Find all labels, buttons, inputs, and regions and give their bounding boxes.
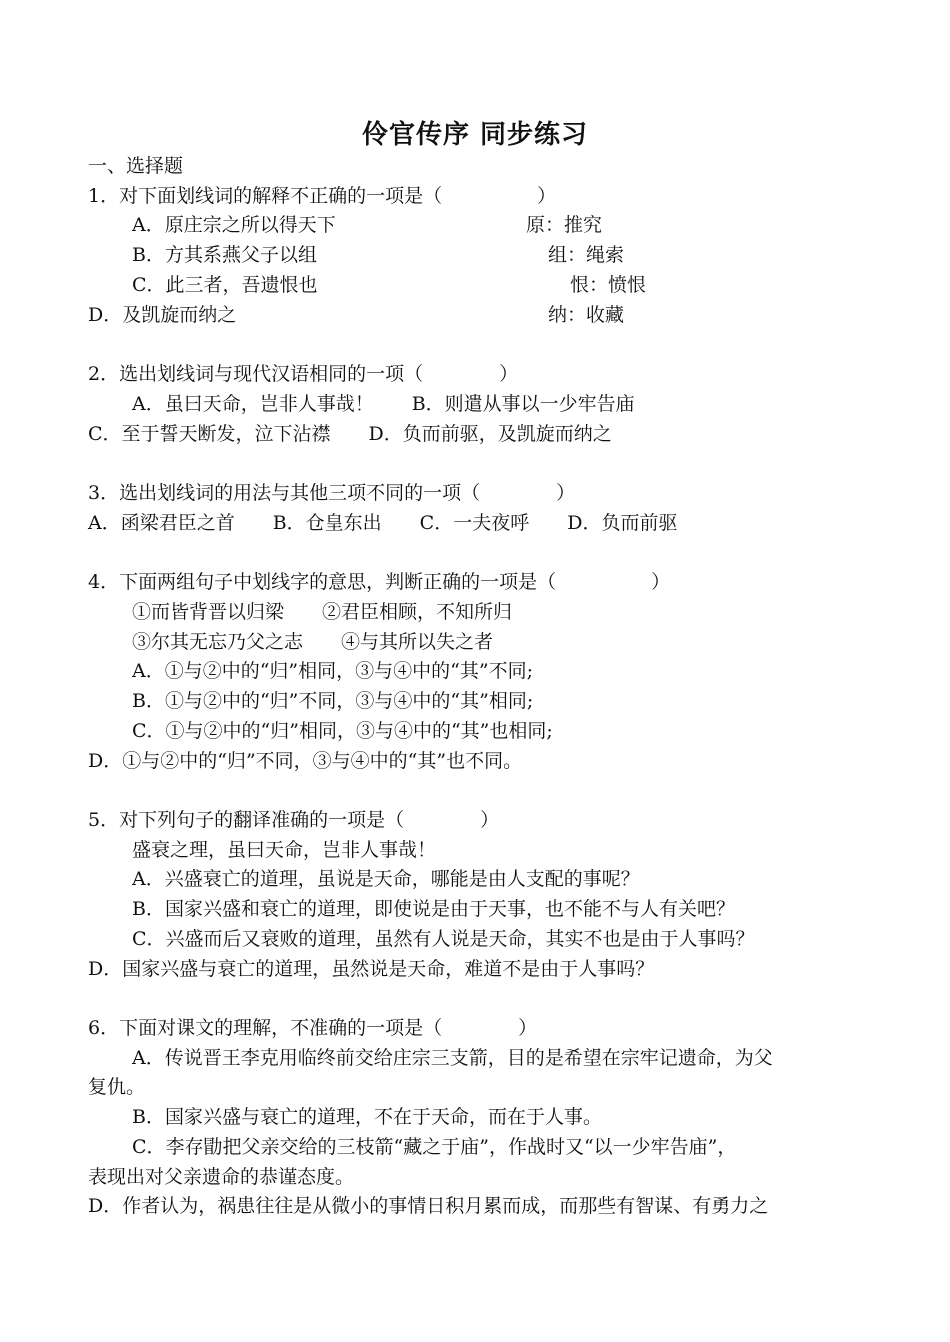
question-5-option-a: A．兴盛衰亡的道理，虽说是天命，哪能是由人支配的事呢？ xyxy=(132,868,640,890)
question-4-sentences-3-4: ③尔其无忘乃父之志 ④与其所以失之者 xyxy=(132,631,494,653)
section-heading: 一、选择题 xyxy=(88,155,184,177)
question-4-option-c: C．①与②中的“归”相同，③与④中的“其”也相同; xyxy=(132,720,553,742)
question-5-option-c: C．兴盛而后又衰败的道理，虽然有人说是天命，其实不也是由于人事吗？ xyxy=(132,928,755,950)
question-4-option-a: A．①与②中的“归”相同，③与④中的“其”不同; xyxy=(132,660,533,682)
question-4-sentences-1-2: ①而皆背晋以归梁 ②君臣相顾，不知所归 xyxy=(132,601,513,623)
question-6-option-c-continued: 表现出对父亲遗命的恭谨态度。 xyxy=(88,1166,355,1188)
question-6-stem: 6．下面对课文的理解，不准确的一项是（ ） xyxy=(88,1017,538,1039)
question-2-stem: 2．选出划线词与现代汉语相同的一项（ ） xyxy=(88,363,519,385)
question-1-option-a-note: 原：推究 xyxy=(526,214,603,236)
question-3-options: A．函梁君臣之首 B．仓皇东出 C．一夫夜呼 D．负而前驱 xyxy=(88,512,678,534)
question-6-option-a: A．传说晋王李克用临终前交给庄宗三支箭，目的是希望在宗牢记遗命，为父 xyxy=(132,1047,773,1069)
question-1-option-c-note: 恨：愤恨 xyxy=(570,274,647,296)
question-1-option-a: A．原庄宗之所以得天下 xyxy=(132,214,336,236)
page-title: 伶官传序 同步练习 xyxy=(361,120,589,150)
question-1-option-d: D．及凯旋而纳之 xyxy=(88,304,237,326)
question-1-option-d-note: 纳：收藏 xyxy=(548,304,625,326)
question-5-option-d: D．国家兴盛与衰亡的道理，虽然说是天命，难道不是由于人事吗？ xyxy=(88,958,655,980)
question-5-option-b: B．国家兴盛和衰亡的道理，即使说是由于天事，也不能不与人有关吧？ xyxy=(132,898,735,920)
question-6-option-b: B．国家兴盛与衰亡的道理，不在于天命，而在于人事。 xyxy=(132,1106,602,1128)
question-3-stem: 3．选出划线词的用法与其他三项不同的一项（ ） xyxy=(88,482,576,504)
question-5-sentence: 盛衰之理，虽曰天命，岂非人事哉！ xyxy=(132,839,437,861)
question-4-option-d: D．①与②中的“归”不同，③与④中的“其”也不同。 xyxy=(88,750,523,772)
question-1-option-b-note: 组：绳索 xyxy=(548,244,625,266)
question-1-option-b: B．方其系燕父子以组 xyxy=(132,244,317,266)
question-1-option-c: C．此三者，吾遗恨也 xyxy=(132,274,318,296)
question-4-option-b: B．①与②中的“归”不同，③与④中的“其”相同; xyxy=(132,690,534,712)
question-2-options-ab: A．虽曰天命，岂非人事哉！ B．则遣从事以一少牢告庙 xyxy=(132,393,635,415)
question-1-stem: 1．对下面划线词的解释不正确的一项是（ ） xyxy=(88,185,557,207)
question-6-option-d: D．作者认为，祸患往往是从微小的事情日积月累而成，而那些有智谋、有勇力之 xyxy=(88,1195,769,1217)
question-2-options-cd: C．至于誓天断发，泣下沾襟 D．负而前驱，及凯旋而纳之 xyxy=(88,423,612,445)
question-4-stem: 4．下面两组句子中划线字的意思，判断正确的一项是（ ） xyxy=(88,571,671,593)
question-5-stem: 5．对下列句子的翻译准确的一项是（ ） xyxy=(88,809,500,831)
question-6-option-a-continued: 复仇。 xyxy=(88,1076,146,1098)
question-6-option-c: C．李存勖把父亲交给的三枝箭“藏之于庙”，作战时又“以一少牢告庙”， xyxy=(132,1136,737,1158)
